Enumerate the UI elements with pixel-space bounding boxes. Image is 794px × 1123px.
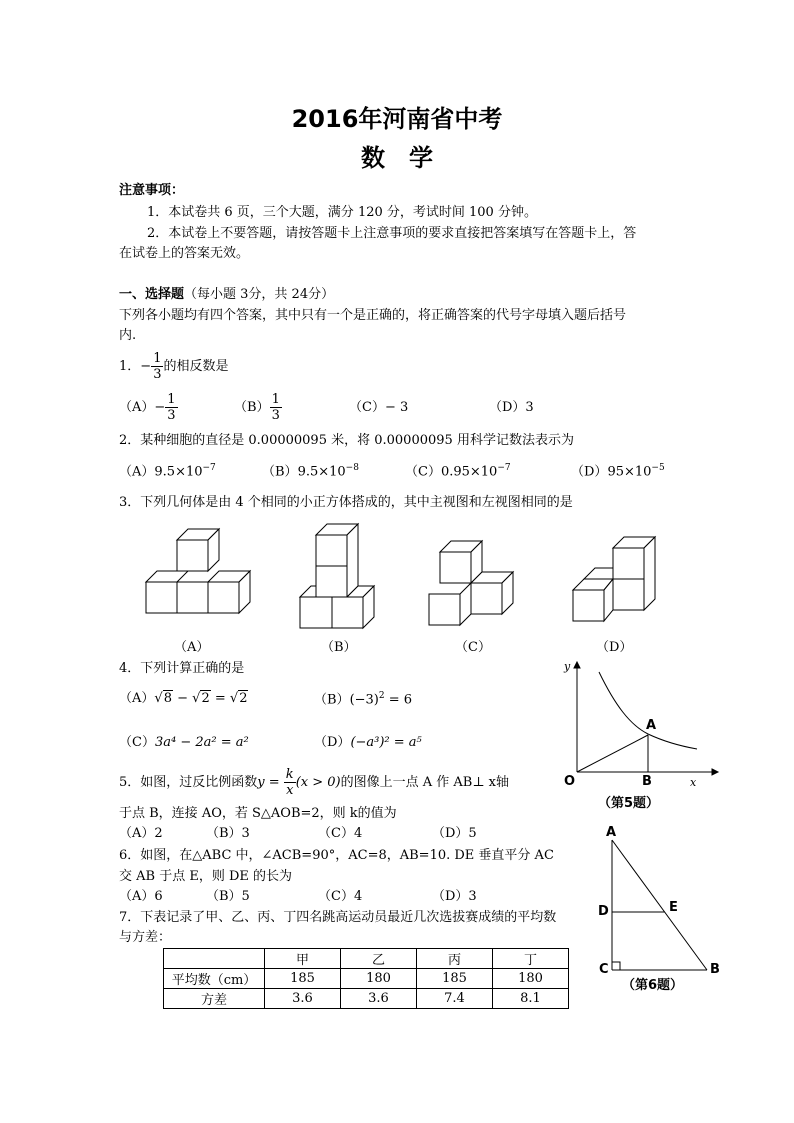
q4-option-c: （C）3a⁴ − 2a² = a² — [119, 735, 249, 750]
q5-stem-line-1: 5．如图，过反比例函数y = $\frac{k}{x}$ (x > 0)的图像上一点 A 作 AB⊥ x轴 — [119, 767, 510, 798]
q6-stem-line-1: 6．如图，在△ABC 中，∠ACB=90°，AC=8，AB=10. DE 垂直平分 AC — [119, 848, 554, 863]
q1-fraction: $\frac{1}{3}$ — [153, 351, 162, 382]
q2-option-d: $(D)95\times 10^{-5}$ — [571, 463, 665, 480]
q2-stem: 2．某种细胞的直径是 0.00000095 米，将 0.00000095 用科学记数法表示为 — [119, 433, 574, 448]
q3-label-b: （B） — [321, 640, 357, 655]
table-header-cell: 乙 — [341, 949, 417, 969]
q1-stem-tail: 的相反数是 — [163, 359, 229, 374]
q2-option-c: $(C)0.95\times 10^{-7}$ — [405, 463, 511, 480]
table-cell: 方差 — [164, 989, 265, 1009]
q1-option-d: （D）3 — [489, 400, 534, 415]
q7-stem-line-2: 与方差： — [119, 930, 172, 945]
notice-item-2-line-2: 在试卷上的答案无效。 — [119, 246, 250, 261]
q5-option-c: （C）4 — [318, 826, 363, 841]
table-cell: 3.6 — [265, 989, 341, 1009]
q5-label-x: x — [690, 776, 697, 789]
table-header-cell — [164, 949, 265, 969]
q3-label-a: （A） — [174, 640, 210, 655]
q6-label-b: B — [710, 962, 720, 977]
q4-option-a: （A）√8 − √2 = √2 — [119, 691, 248, 706]
table-cell: 平均数（cm） — [164, 969, 265, 989]
q3-label-d: （D） — [596, 640, 633, 655]
q5-option-d: （D）5 — [432, 826, 477, 841]
notice-heading: 注意事项： — [119, 183, 185, 198]
q3-label-c: （C） — [455, 640, 491, 655]
q6-side-ab — [612, 840, 707, 970]
table-cell: 7.4 — [417, 989, 493, 1009]
q1-number: 1． — [119, 359, 141, 374]
section-instruction-line-1: 下列各小题均有四个答案，其中只有一个是正确的，将正确答案的代号字母填入题后括号 — [119, 308, 627, 323]
exam-title: 2016年河南省中考 — [291, 105, 503, 133]
q2-option-b: $(B)9.5\times 10^{-8}$ — [262, 463, 359, 480]
q2-option-a: $(A)9.5\times 10^{-7}$ — [119, 463, 216, 480]
q7-score-table — [163, 948, 569, 1009]
section-instruction-line-2: 内. — [119, 328, 137, 343]
q5-figure-caption: （第5题） — [598, 796, 660, 811]
q6-label-e: E — [669, 900, 678, 915]
table-cell: 3.6 — [341, 989, 417, 1009]
table-cell: 180 — [341, 969, 417, 989]
q6-option-a: （A）6 — [119, 889, 163, 904]
table-cell: 180 — [493, 969, 569, 989]
q5-label-b: B — [642, 774, 652, 789]
q6-option-c: （C）4 — [318, 889, 363, 904]
table-header-row — [164, 949, 569, 969]
section-title-rest: （每小题 3分，共 24分） — [184, 287, 335, 302]
section-title-bold: 一、选择题 — [119, 287, 185, 302]
q6-figure-caption: （第6题） — [622, 978, 684, 993]
q6-stem-line-2: 交 AB 于点 E，则 DE 的长为 — [119, 869, 293, 884]
q5-label-y: y — [564, 660, 571, 673]
table-row — [164, 969, 569, 989]
q6-option-d: （D）3 — [432, 889, 477, 904]
q6-label-a: A — [606, 825, 617, 840]
q1-option-a: （A）− $\frac{1}{3}$ — [119, 392, 176, 423]
table-cell: 185 — [417, 969, 493, 989]
q6-option-b: （B）5 — [206, 889, 250, 904]
notice-item-1: 1．本试卷共 6 页，三个大题，满分 120 分，考试时间 100 分钟。 — [147, 205, 537, 220]
table-header-cell: 甲 — [265, 949, 341, 969]
table-cell: 8.1 — [493, 989, 569, 1009]
q5-option-a: （A）2 — [119, 826, 163, 841]
q4-stem: 4．下列计算正确的是 — [119, 661, 245, 676]
q5-stem-line-2: 于点 B，连接 AO，若 S△AOB=2，则 k的值为 — [119, 806, 397, 821]
q6-right-angle-mark — [612, 962, 620, 970]
table-cell: 185 — [265, 969, 341, 989]
table-row — [164, 989, 569, 1009]
table-header-cell: 丁 — [493, 949, 569, 969]
notice-item-2-line-1: 2．本试卷上不要答题，请按答题卡上注意事项的要求直接把答案填写在答题卡上，答 — [147, 226, 637, 241]
q3-stem: 3．下列几何体是由 4 个相同的小正方体搭成的，其中主视图和左视图相同的是 — [119, 495, 573, 510]
q1-minus: − — [140, 359, 152, 374]
table-header-cell: 丙 — [417, 949, 493, 969]
exam-subject: 数 学 — [361, 144, 433, 172]
q7-stem-line-1: 7．下表记录了甲、乙、丙、丁四名跳高运动员最近几次选拔赛成绩的平均数 — [119, 910, 557, 925]
q1-option-b: （B） $\frac{1}{3}$ — [234, 392, 280, 423]
q4-option-d: （D）(−a³)² = a⁵ — [314, 735, 422, 750]
q5-option-b: （B）3 — [206, 826, 250, 841]
q6-label-d: D — [598, 904, 609, 919]
q1-option-c: （C）− 3 — [349, 400, 409, 415]
q6-label-c: C — [599, 962, 609, 977]
q5-label-a: A — [646, 718, 657, 733]
q4-option-b: $(B)(-3)^2 = 6$ — [314, 691, 413, 708]
q5-label-o: O — [564, 774, 576, 789]
